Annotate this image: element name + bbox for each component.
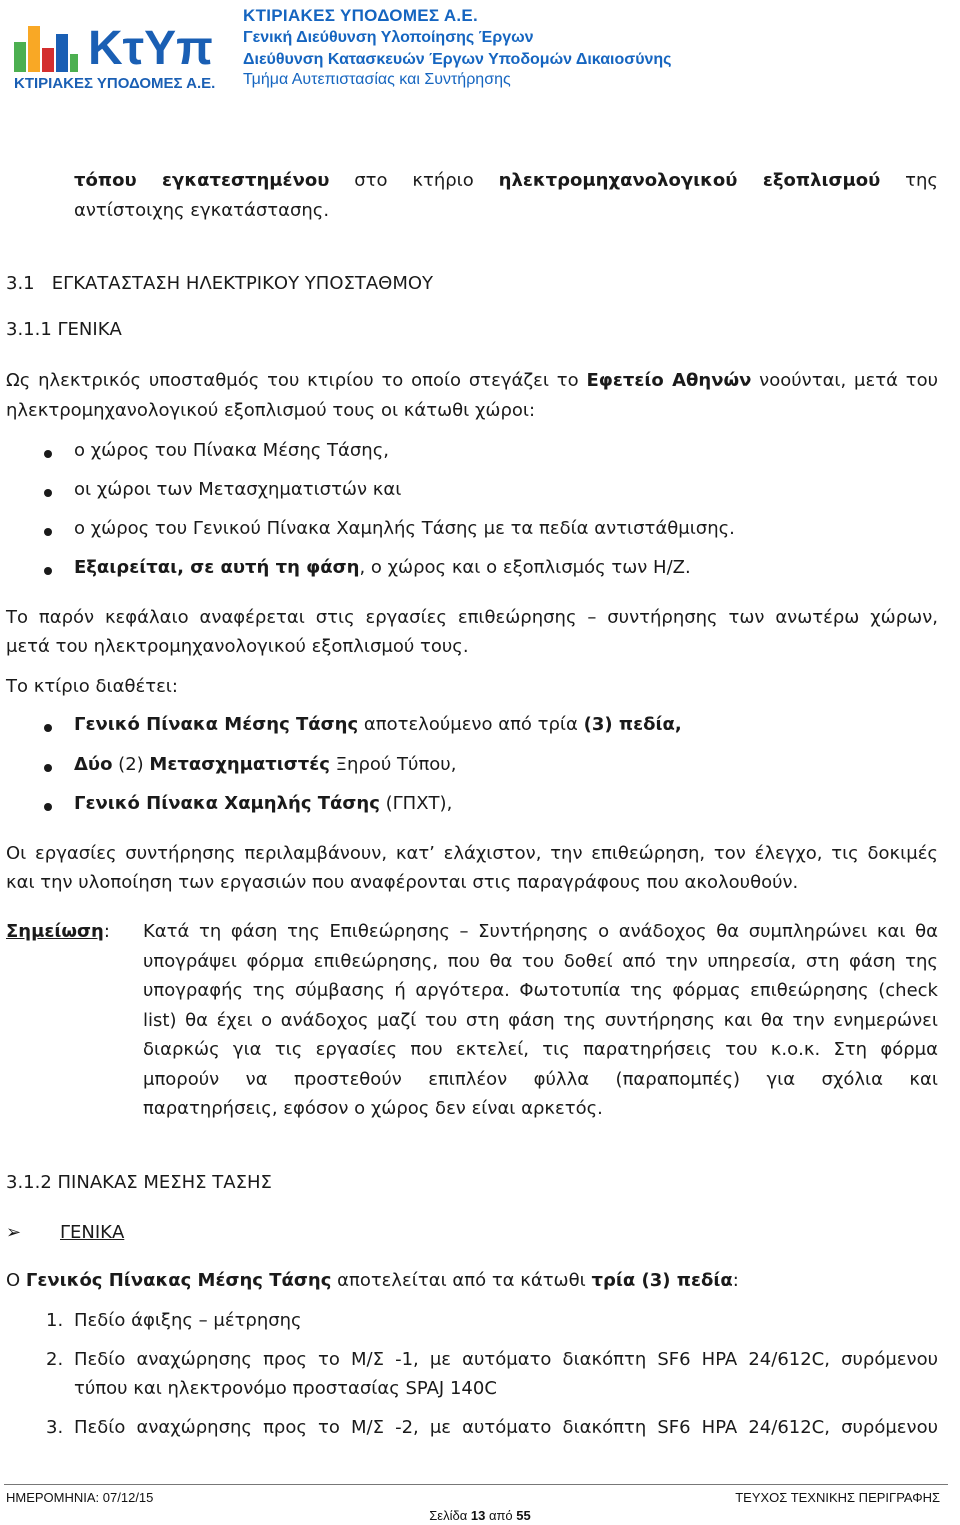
intro-line-2: αντίστοιχης εγκατάστασης. xyxy=(74,200,330,221)
note-line: μπορούν να προστεθούν επιπλέον φύλλα (παραπομπές) για σχόλια και xyxy=(143,1069,938,1090)
bullet-icon xyxy=(44,803,52,811)
paragraph-4-line-2: και την υλοποίηση των εργασιών που αναφέρονται στις παραγράφους που ακολουθούν. xyxy=(6,872,799,893)
section-heading-3-1: 3.1 ΕΓΚΑΤΑΣΤΑΣΗ ΗΛΕΚΤΡΙΚΟΥ ΥΠΟΣΤΑΘΜΟΥ xyxy=(6,273,434,294)
bullet-icon xyxy=(44,764,52,772)
paragraph-1-line-1: Ως ηλεκτρικός υποσταθμός του κτιρίου το οποίο στεγάζει το Εφετείο Αθηνών νοούνται, μετά του xyxy=(6,370,939,391)
section-heading-3-1-2: 3.1.2 ΠΙΝΑΚΑΣ ΜΕΣΗΣ ΤΑΣΗΣ xyxy=(6,1172,272,1193)
list-item: Γενικό Πίνακα Μέσης Τάσης αποτελούμενο από τρία (3) πεδία, xyxy=(74,714,682,735)
bullet-icon xyxy=(44,450,52,458)
intro-line-1: τόπου εγκατεστημένου στο κτήριο ηλεκτρομηχανολογικού εξοπλισμού της xyxy=(74,170,938,191)
list-item: ο χώρος του Πίνακα Μέσης Τάσης, xyxy=(74,440,389,461)
header-department: Τμήμα Αυτεπιστασίας και Συντήρησης xyxy=(243,71,511,88)
list-number: 2. xyxy=(46,1349,64,1370)
numbered-item-continuation: τύπου και ηλεκτρονόμο προστασίας SPAJ 140C xyxy=(74,1378,497,1399)
section-heading-3-1-1: 3.1.1 ΓΕΝΙΚΑ xyxy=(6,319,122,340)
footer-document-title: ΤΕΥΧΟΣ ΤΕΧΝΙΚΗΣ ΠΕΡΙΓΡΑΦΗΣ xyxy=(735,1490,940,1505)
footer-date: ΗΜΕΡΟΜΗΝΙΑ: 07/12/15 xyxy=(6,1490,154,1505)
list-item: Εξαιρείται, σε αυτή τη φάση, ο χώρος και ο εξοπλισμός των Η/Ζ. xyxy=(74,557,691,578)
numbered-item: Πεδίο άφιξης – μέτρησης xyxy=(74,1310,302,1331)
bullet-icon xyxy=(44,724,52,732)
header-org: ΚΤΙΡΙΑΚΕΣ ΥΠΟΔΟΜΕΣ Α.Ε. xyxy=(243,6,479,25)
header-directorate: Γενική Διεύθυνση Υλοποίησης Έργων xyxy=(243,29,534,46)
paragraph-2-line-2: μετά του ηλεκτρομηχανολογικού εξοπλισμού τους. xyxy=(6,636,469,657)
note-line: παρατηρήσεις, εφόσον ο χώρος δεν είναι αρκετός. xyxy=(143,1098,603,1119)
paragraph-5: Ο Γενικός Πίνακας Μέσης Τάσης αποτελείται από τα κάτωθι τρία (3) πεδία: xyxy=(6,1270,739,1291)
note-line: υπογράψει φόρμα επιθεώρησης, που θα του δοθεί από την υπηρεσία, στη φάση της xyxy=(143,951,938,972)
list-item: Δύο (2) Μετασχηματιστές Ξηρού Τύπου, xyxy=(74,754,457,775)
paragraph-2-line-1: Το παρόν κεφάλαιο αναφέρεται στις εργασίες επιθεώρησης – συντήρησης των ανωτέρω χώρων, xyxy=(6,607,938,628)
list-number: 3. xyxy=(46,1417,64,1438)
bullet-icon xyxy=(44,567,52,575)
numbered-item: Πεδίο αναχώρησης προς το Μ/Σ -2, με αυτόματο διακόπτη SF6 HPA 24/612C, συρόμενου xyxy=(74,1417,938,1438)
bullet-icon xyxy=(44,528,52,536)
header-division: Διεύθυνση Κατασκευών Έργων Υποδομών Δικαιοσύνης xyxy=(243,51,672,68)
list-number: 1. xyxy=(46,1310,64,1331)
list-item: οι χώροι των Μετασχηματιστών και xyxy=(74,479,402,500)
bullet-icon xyxy=(44,489,52,497)
note-line: διαρκώς για τις εργασίες που εκτελεί, τις παρατηρήσεις του κ.ο.κ. Στη φόρμα xyxy=(143,1039,938,1060)
note-line: Κατά τη φάση της Επιθεώρησης – Συντήρησης ο ανάδοχος θα συμπληρώνει και θα xyxy=(143,921,938,942)
footer-divider xyxy=(4,1484,948,1485)
paragraph-3: Το κτίριο διαθέτει: xyxy=(6,676,178,697)
numbered-item: Πεδίο αναχώρησης προς το Μ/Σ -1, με αυτόματο διακόπτη SF6 HPA 24/612C, συρόμενου xyxy=(74,1349,938,1370)
list-item: ο χώρος του Γενικού Πίνακα Χαμηλής Τάσης με τα πεδία αντιστάθμισης. xyxy=(74,518,735,539)
note-label: Σημείωση: xyxy=(6,921,110,942)
logo-wordmark: ΚτΥπ xyxy=(88,22,213,75)
note-line: υπογραφής της σύμβασης ή αργότερα. Φωτοτυπία της φόρμας επιθεώρησης (check xyxy=(143,980,938,1001)
paragraph-1-line-2: ηλεκτρομηχανολογικού εξοπλισμού τους οι κάτωθι χώροι: xyxy=(6,400,536,421)
logo-subtext: ΚΤΙΡΙΑΚΕΣ ΥΠΟΔΟΜΕΣ Α.Ε. xyxy=(14,75,216,92)
footer-page-number: Σελίδα 13 από 55 xyxy=(429,1508,531,1523)
subheading-general: ΓΕΝΙΚΑ xyxy=(60,1222,125,1243)
arrow-bullet-icon: ➢ xyxy=(6,1222,22,1243)
note-line: list) θα έχει ο ανάδοχος μαζί του στη φάση της συντήρησης και θα την ενημερώνει xyxy=(143,1010,938,1031)
company-logo xyxy=(8,4,236,94)
paragraph-4-line-1: Οι εργασίες συντήρησης περιλαμβάνουν, κατ’ ελάχιστον, την επιθεώρηση, τον έλεγχο, τις δοκιμές xyxy=(6,843,938,864)
list-item: Γενικό Πίνακα Χαμηλής Τάσης (ΓΠΧΤ), xyxy=(74,793,453,814)
